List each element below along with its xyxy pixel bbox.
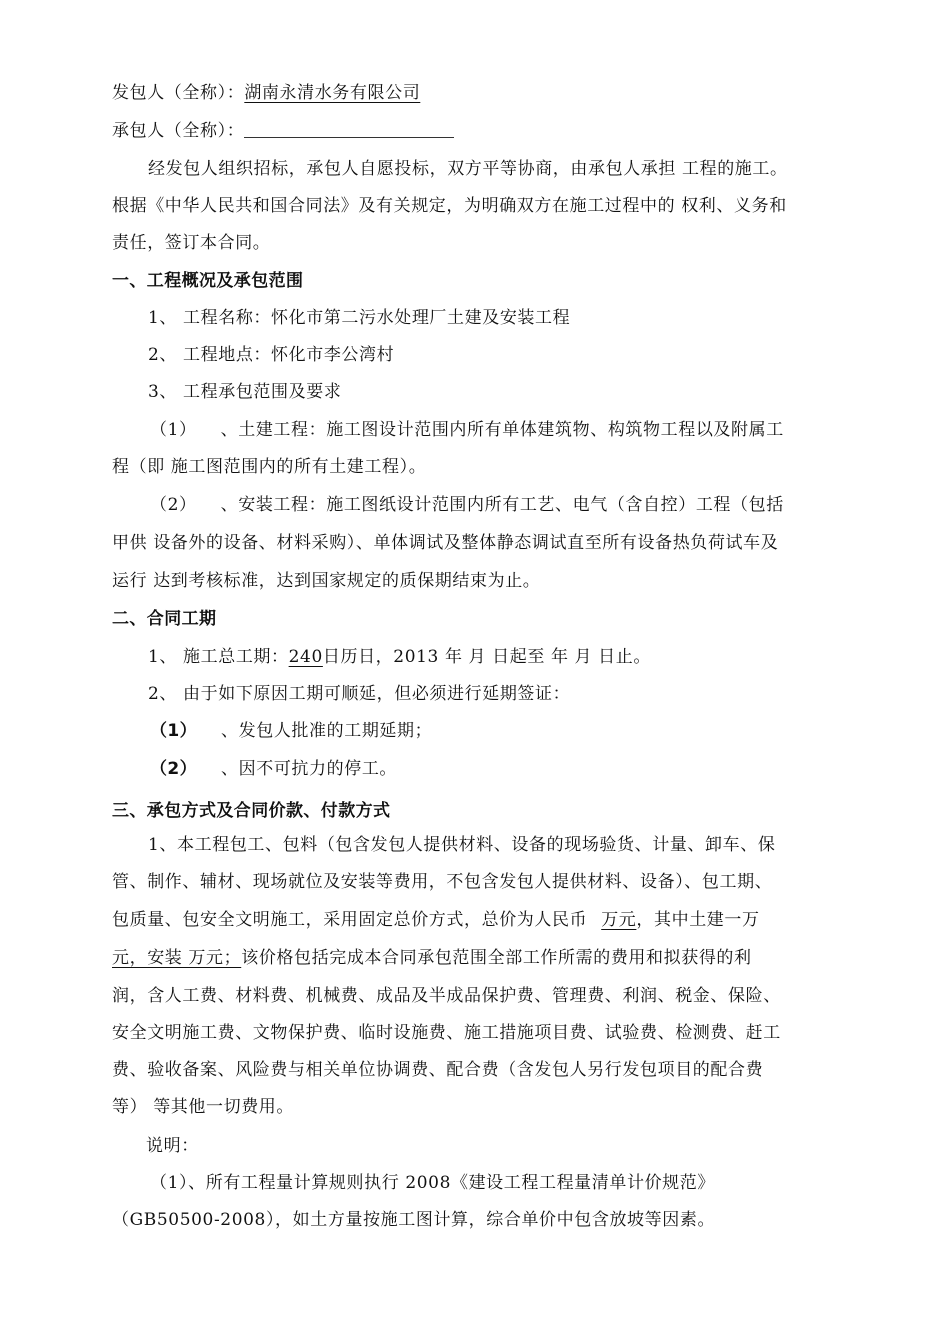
section1-heading: 一、工程概况及承包范围 — [112, 271, 304, 291]
section2-sub-2 — [150, 756, 397, 782]
section1-item-1: 1、 工程名称：怀化市第二污水处理厂土建及安装工程 — [148, 308, 571, 328]
section2-sub2-num: （2） — [150, 759, 198, 779]
section2-sub-1 — [150, 718, 432, 744]
preamble-line-3: 责任，签订本合同。 — [112, 233, 271, 253]
section3-p1-line4-b: 该价格包括完成本合同承包范围全部工作所需的费用和拟获得的利 — [241, 948, 752, 968]
section1-sub1-text: 、土建工程：施工图设计范围内所有单体建筑物、构筑物工程以及附属工 — [220, 420, 784, 440]
employer-name: 湖南永清水务有限公司 — [244, 83, 421, 103]
section3-p1-line-2: 管、制作、辅材、现场就位及安装等费用，不包含发包人提供材料、设备）、包工期、 — [112, 872, 773, 892]
section2-item-2: 2、 由于如下原因工期可顺延，但必须进行延期签证： — [148, 684, 571, 704]
section1-sub2-line-3: 运行 达到考核标准，达到国家规定的质保期结束为止。 — [112, 571, 541, 591]
note-1-line-2: （GB50500-2008），如土方量按施工图计算，综合单价中包含放坡等因素。 — [112, 1210, 716, 1230]
section2-item-1 — [148, 644, 651, 670]
section3-p1-line-5: 润，含人工费、材料费、机械费、成品及半成品保护费、管理费、利润、税金、保险、 — [112, 986, 781, 1006]
section3-p1-line-8: 等） 等其他一切费用。 — [112, 1097, 295, 1117]
section2-heading: 二、合同工期 — [112, 609, 217, 629]
section2-sub1-num: （1） — [150, 721, 198, 741]
employer-line — [112, 80, 420, 106]
section2-sub2-text: 、因不可抗力的停工。 — [221, 759, 398, 779]
section1-item-3: 3、 工程承包范围及要求 — [148, 382, 342, 402]
section2-item1-prefix: 1、 施工总工期： — [148, 647, 289, 667]
section2-sub1-text: 、发包人批准的工期延期； — [221, 721, 433, 741]
employer-label: 发包人（全称）： — [112, 83, 245, 103]
section1-sub1-num: （1） — [150, 420, 197, 440]
section3-p1-line-7: 费、验收备案、风险费与相关单位协调费、配合费（含发包人另行发包项目的配合费 — [112, 1060, 764, 1080]
section3-p1-line-6: 安全文明施工费、文物保护费、临时设施费、施工措施项目费、试验费、检测费、赶工 — [112, 1023, 781, 1043]
contractor-line — [112, 118, 454, 144]
contractor-label: 承包人（全称）： — [112, 121, 245, 141]
install-price-blank: 元，安装 万元； — [112, 948, 242, 968]
section1-sub1-line-2: 程（即 施工图范围内的所有土建工程）。 — [112, 457, 427, 477]
section1-sub2-line-2: 甲供 设备外的设备、材料采购）、单体调试及整体静态调试直至所有设备热负荷试车及 — [112, 533, 779, 553]
note-1-line-1: （1）、所有工程量计算规则执行 2008《建设工程工程量清单计价规范》 — [150, 1173, 715, 1193]
contractor-name-blank — [244, 119, 454, 138]
section2-item1-suffix: 日历日，2013 年 月 日起至 年 月 日止。 — [322, 647, 651, 667]
section3-p1-line3-a: 包质量、包安全文明施工，采用固定总价方式，总价为人民币 — [112, 910, 594, 930]
section3-p1-line-3 — [112, 907, 760, 933]
preamble-line-1: 经发包人组织招标，承包人自愿投标，双方平等协商，由承包人承担 工程的施工。 — [148, 159, 788, 179]
section2-item1-days: 240 — [288, 647, 323, 667]
section3-p1-line-4 — [112, 945, 752, 971]
section1-sub2-line-1 — [150, 492, 784, 518]
section3-heading: 三、承包方式及合同价款、付款方式 — [112, 801, 391, 821]
section1-sub2-text: 、安装工程：施工图纸设计范围内所有工艺、电气（含自控）工程（包括 — [220, 495, 784, 515]
section1-sub1-line-1 — [150, 417, 784, 443]
preamble-line-2: 根据《中华人民共和国合同法》及有关规定，为明确双方在施工过程中的 权利、义务和 — [112, 196, 787, 216]
section1-item-2: 2、 工程地点：怀化市李公湾村 — [148, 345, 395, 365]
note-label: 说明： — [146, 1136, 199, 1156]
section1-sub2-num: （2） — [150, 495, 197, 515]
section3-p1-line3-b: ，其中土建一万 — [636, 910, 760, 930]
total-price-blank: 万元 — [601, 910, 637, 930]
section3-p1-line-1: 1、本工程包工、包料（包含发包人提供材料、设备的现场验货、计量、卸车、保 — [148, 835, 776, 855]
